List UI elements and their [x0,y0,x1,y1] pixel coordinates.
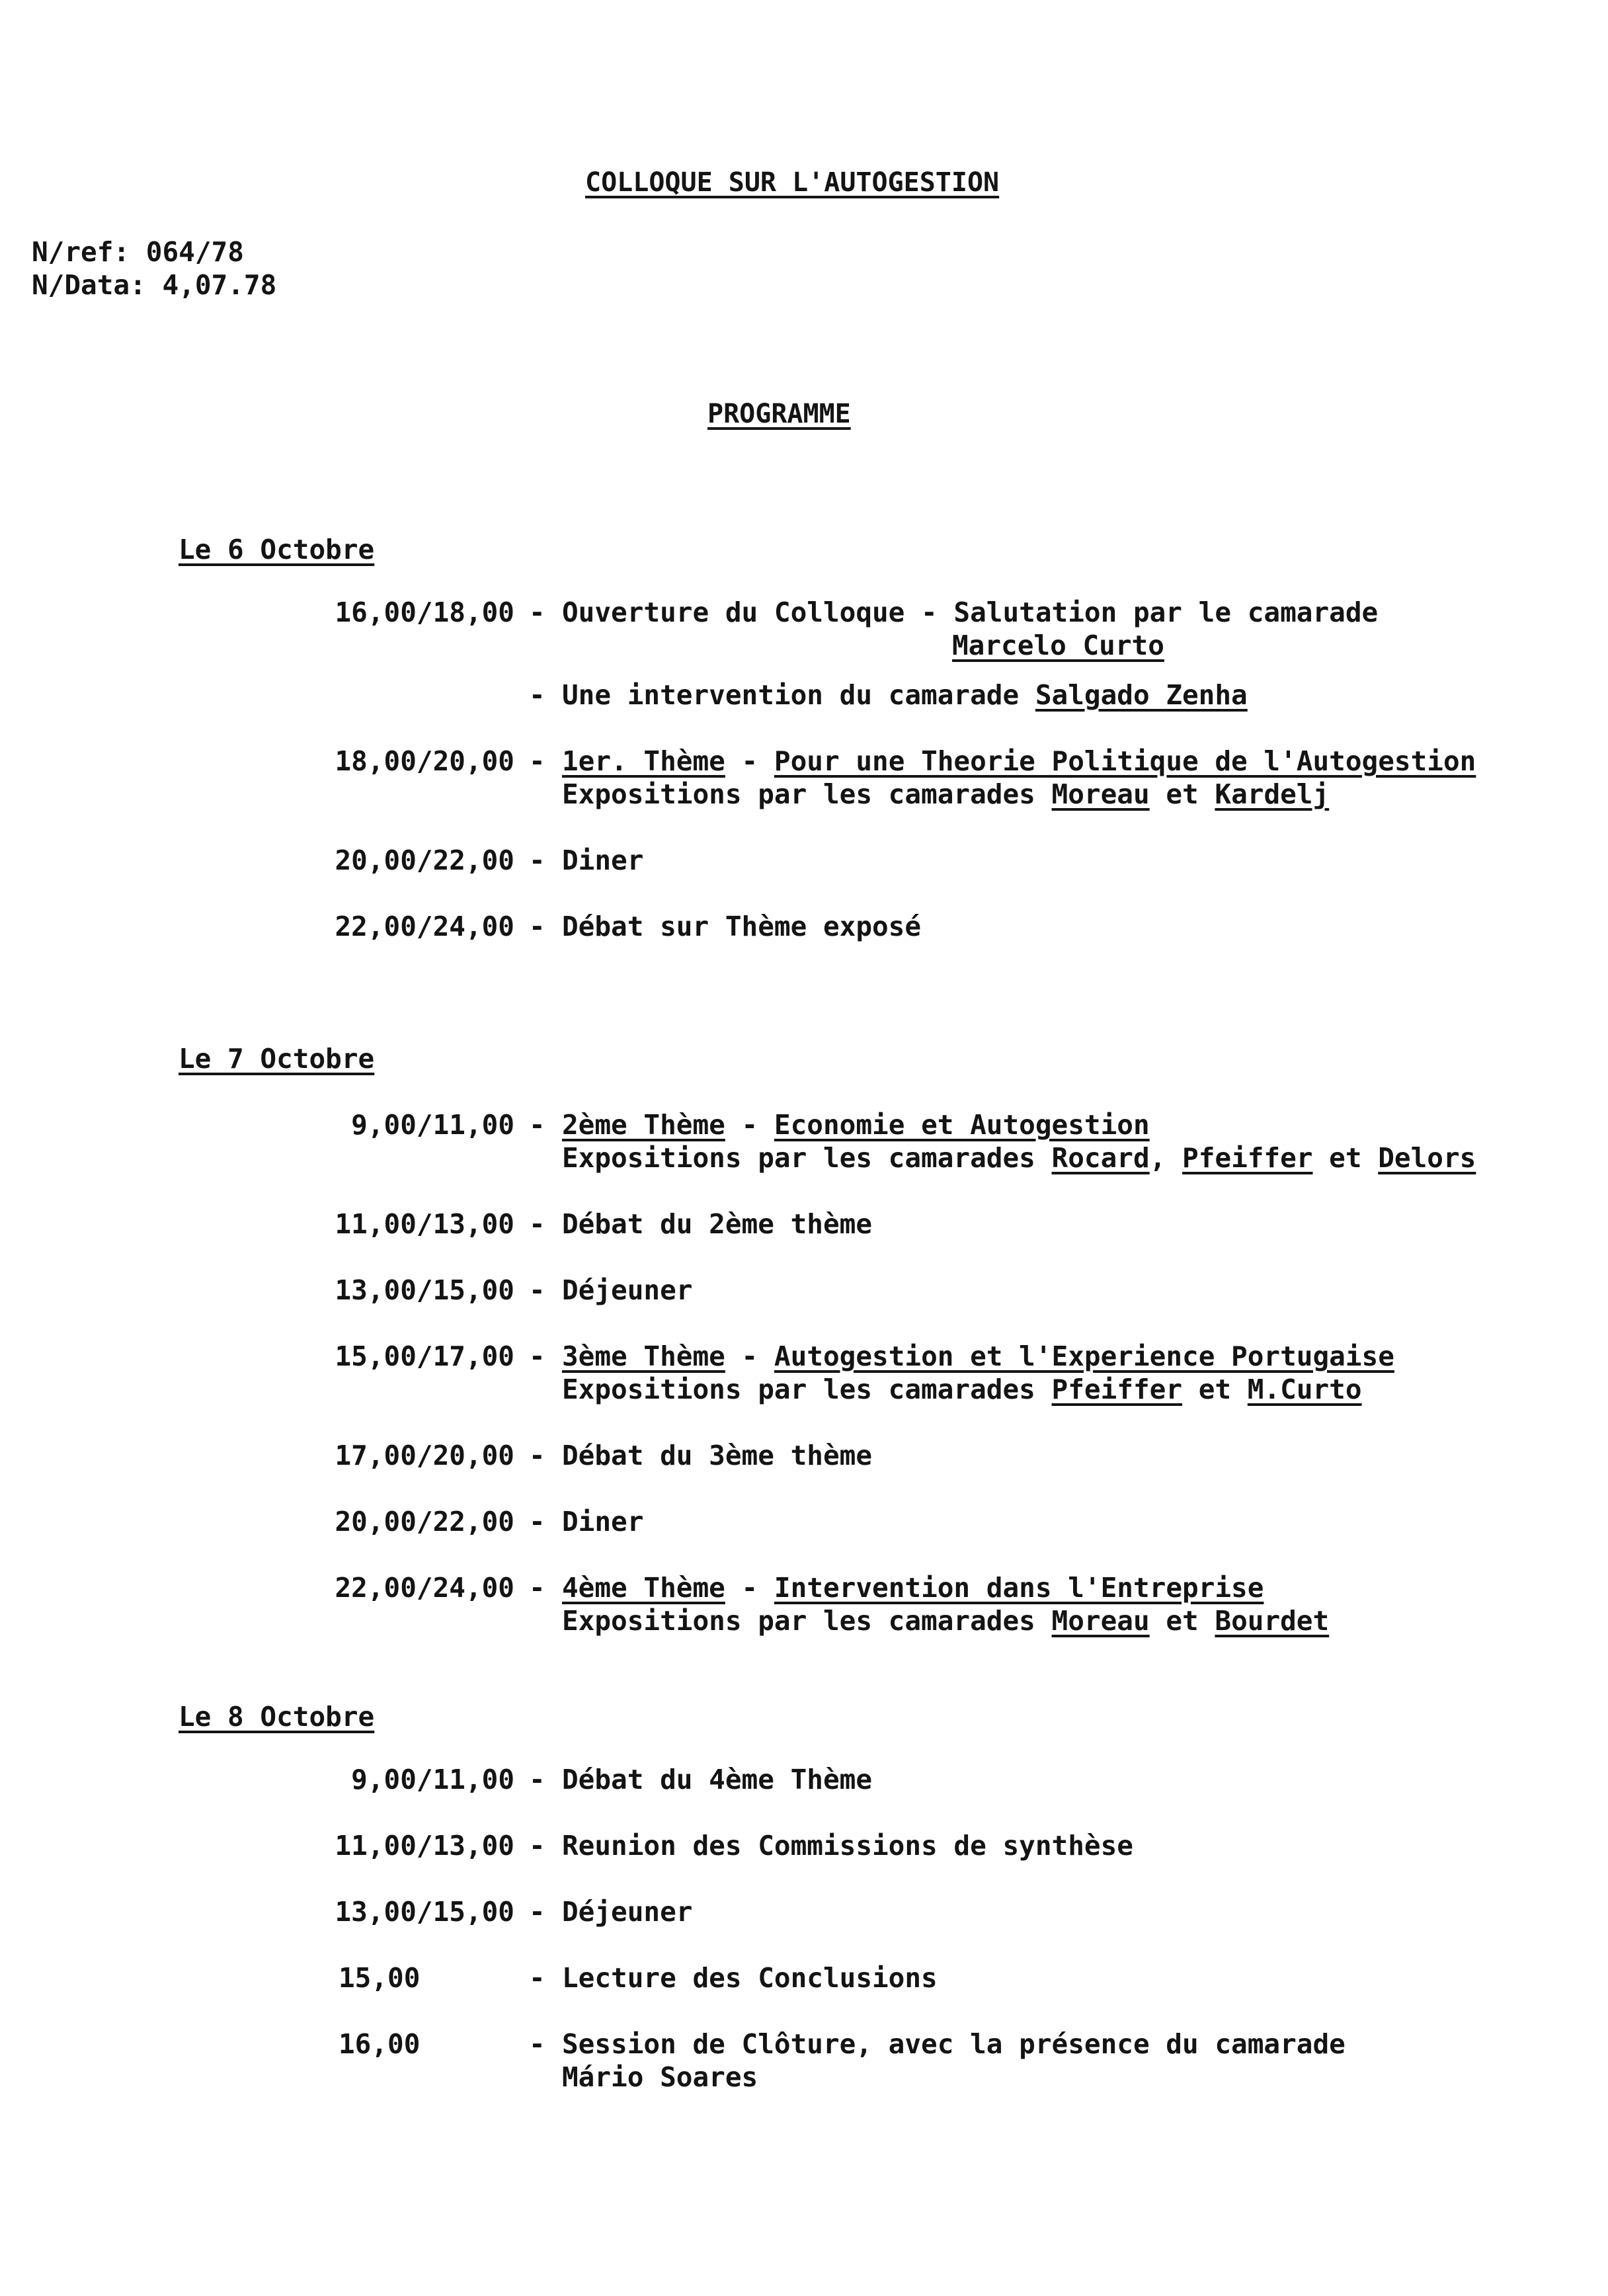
dash: - [529,2028,545,2060]
day-heading: Le 8 Octobre [179,1701,375,1733]
dash: - [529,1962,545,1994]
dash: - [529,1896,545,1928]
agenda-text: Ouverture du Colloque - Salutation par le camarade [562,596,1379,628]
dash: - [529,844,545,876]
expositions-line: Expositions par les camarades Moreau et Kardelj [562,778,1330,810]
agenda-text: Diner [562,1506,644,1538]
time-slot: 16,00 [339,2028,421,2060]
theme-line: 1er. Thème - Pour une Theorie Politique de l'Autogestion [562,745,1476,777]
dash: - [529,1572,545,1604]
dash: - [529,1764,545,1795]
agenda-text: Débat du 4ème Thème [562,1764,872,1795]
programme-title: PROGRAMME [707,399,851,429]
dash: - [529,1274,545,1306]
dash: - [529,596,545,628]
agenda-text: Débat sur Thème exposé [562,911,922,942]
date-label: N/Data: [32,269,146,301]
dash: - [529,1830,545,1862]
time-slot: 17,00/20,00 [335,1440,514,1471]
time-slot: 15,00 [339,1962,421,1994]
agenda-text: Lecture des Conclusions [562,1962,938,1994]
theme-line: 4ème Thème - Intervention dans l'Entreprise [562,1572,1264,1604]
time-slot: 9,00/11,00 [351,1109,514,1141]
date-value: 4,07.78 [162,269,277,301]
agenda-text: Diner [562,844,644,876]
agenda-text: Déjeuner [562,1896,693,1928]
time-slot: 9,00/11,00 [351,1764,514,1795]
time-slot: 22,00/24,00 [335,911,514,942]
time-slot: 22,00/24,00 [335,1572,514,1604]
agenda-text: Débat du 2ème thème [562,1208,872,1240]
day-heading: Le 7 Octobre [179,1043,375,1075]
dash: - [529,1109,545,1141]
day-heading: Le 6 Octobre [179,534,375,565]
time-slot: 13,00/15,00 [335,1896,514,1928]
time-slot: 11,00/13,00 [335,1830,514,1862]
dash: - [529,745,545,777]
reference-line [32,235,244,269]
theme-line: 2ème Thème - Economie et Autogestion [562,1109,1150,1141]
time-slot: 20,00/22,00 [335,844,514,876]
dash: - [529,1440,545,1471]
dash: - [529,1340,545,1372]
time-slot: 18,00/20,00 [335,745,514,777]
document-title: COLLOQUE SUR L'AUTOGESTION [585,167,1000,198]
speaker-name: Marcelo Curto [952,630,1164,661]
dash: - [529,679,545,711]
time-slot: 16,00/18,00 [335,596,514,628]
time-slot: 15,00/17,00 [335,1340,514,1372]
agenda-text: Reunion des Commissions de synthèse [562,1830,1133,1862]
agenda-text: Déjeuner [562,1274,693,1306]
agenda-text: Débat du 3ème thème [562,1440,872,1471]
expositions-line: Expositions par les camarades Moreau et Bourdet [562,1605,1330,1637]
dash: - [529,1506,545,1538]
time-slot: 13,00/15,00 [335,1274,514,1306]
theme-line: 3ème Thème - Autogestion et l'Experience Portugaise [562,1340,1394,1372]
ref-value: 064/78 [145,236,244,268]
agenda-text: Session de Clôture, avec la présence du camarade [562,2028,1346,2060]
expositions-line: Expositions par les camarades Pfeiffer et M.Curto [562,1374,1362,1405]
ref-label: N/ref: [32,236,130,268]
expositions-line: Expositions par les camarades Rocard, Pfeiffer et Delors [562,1142,1476,1174]
time-slot: 11,00/13,00 [335,1208,514,1240]
dash: - [529,1208,545,1240]
agenda-text: Une intervention du camarade Salgado Zenha [562,679,1248,711]
time-slot: 20,00/22,00 [335,1506,514,1538]
date-line [32,268,276,302]
dash: - [529,911,545,942]
agenda-text: Mário Soares [562,2061,758,2093]
